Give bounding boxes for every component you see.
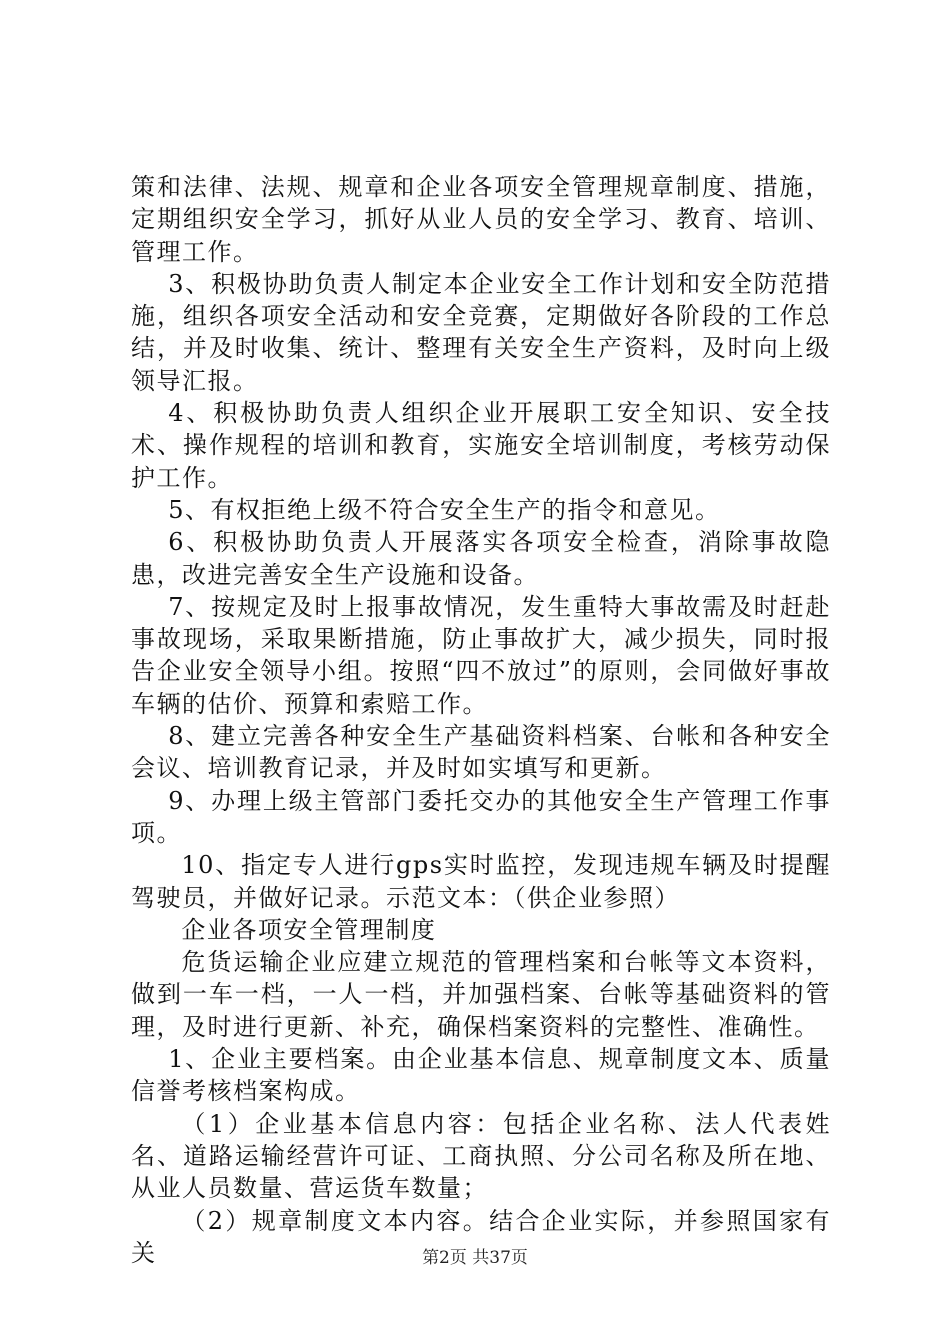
paragraph-item-10: 10、指定专人进行gps实时监控，发现违规车辆及时提醒驾驶员，并做好记录。示范文本：（供企业参照） [131,851,831,912]
paragraph-item-8: 8、建立完善各种安全生产基础资料档案、台帐和各种安全会议、培训教育记录，并及时如实填写和更新。 [131,722,831,783]
paragraph-item-5: 5、有权拒绝上级不符合安全生产的指令和意见。 [168,495,721,524]
page-number-footer: 第2页 共37页 [422,1248,528,1268]
paragraph-item-3: 3、积极协助负责人制定本企业安全工作计划和安全防范措施，组织各项安全活动和安全竞赛，定期做好各阶段的工作总结，并及时收集、统计、整理有关安全生产资料，及时向上级领导汇报。 [131,269,831,395]
paragraph-item-9: 9、办理上级主管部门委托交办的其他安全生产管理工作事项。 [131,786,831,847]
paragraph-item-7: 7、按规定及时上报事故情况，发生重特大事故需及时赶赴事故现场，采取果断措施，防止事故扩大，减少损失，同时报告企业安全领导小组。按照“四不放过”的原则，会同做好事故车辆的估价、预算和索赔工作。 [131,592,831,718]
section-heading: 企业各项安全管理制度 [181,915,437,944]
paragraph-subitem-2: （2）规章制度文本内容。结合企业实际，并参照国家有关 [131,1206,831,1267]
paragraph-item-6: 6、积极协助负责人开展落实各项安全检查，消除事故隐患，改进完善安全生产设施和设备。 [131,528,831,589]
paragraph-item-4: 4、积极协助负责人组织企业开展职工安全知识、安全技术、操作规程的培训和教育，实施安全培训制度，考核劳动保护工作。 [131,399,831,492]
paragraph-intro: 危货运输企业应建立规范的管理档案和台帐等文本资料，做到一车一档，一人一档，并加强档案、台帐等基础资料的管理，及时进行更新、补充，确保档案资料的完整性、准确性。 [131,948,831,1041]
paragraph-archives-1: 1、企业主要档案。由企业基本信息、规章制度文本、质量信誉考核档案构成。 [131,1045,831,1106]
paragraph-continuation: 策和法律、法规、规章和企业各项安全管理规章制度、措施，定期组织安全学习，抓好从业人员的安全学习、教育、培训、管理工作。 [131,173,831,266]
document-body [131,171,831,1269]
paragraph-subitem-1: （1）企业基本信息内容：包括企业名称、法人代表姓名、道路运输经营许可证、工商执照、分公司名称及所在地、从业人员数量、营运货车数量； [131,1109,831,1203]
